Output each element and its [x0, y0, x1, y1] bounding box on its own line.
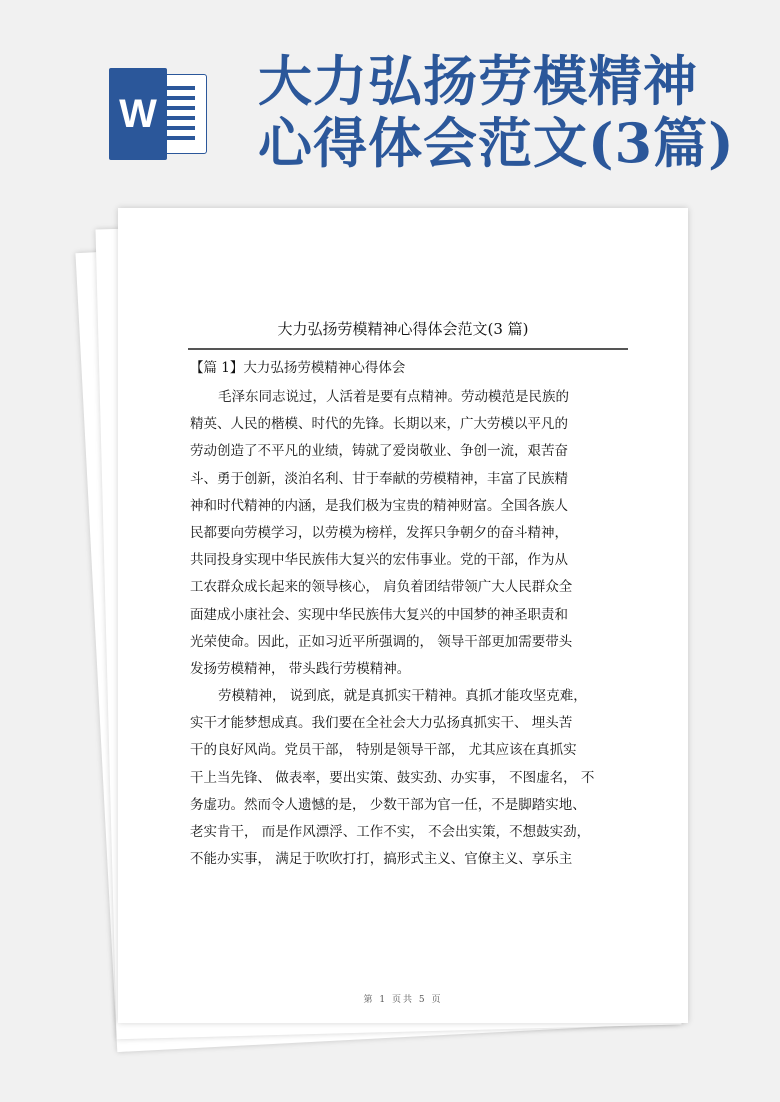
body-line: 发扬劳模精神， 带头践行劳模精神。: [190, 660, 411, 677]
body-line: 劳动创造了不平凡的业绩，铸就了爱岗敬业、争创一流，艰苦奋: [190, 443, 568, 460]
title-divider: [188, 348, 628, 350]
word-logo: [109, 68, 209, 160]
body-line: 精英、人民的楷模、时代的先锋。长期以来，广大劳模以平凡的: [190, 416, 568, 433]
body-line: 光荣使命。因此，正如习近平所强调的， 领导干部更加需要带头: [190, 633, 573, 650]
cover-title-line-2: 心得体会范文(3篇): [258, 111, 735, 175]
section-heading: 【篇 1】大力弘扬劳模精神心得体会: [190, 360, 406, 376]
body-line: 毛泽东同志说过，人活着是要有点精神。劳动模范是民族的: [218, 389, 569, 405]
body-line: 民都要向劳模学习，以劳模为榜样，发挥只争朝夕的奋斗精神，: [190, 524, 568, 541]
document-page: [118, 208, 688, 1023]
body-line: 斗、勇于创新，淡泊名利、甘于奉献的劳模精神，丰富了民族精: [190, 470, 568, 487]
document-body: [190, 384, 630, 873]
body-line: 实干才能梦想成真。我们要在全社会大力弘扬真抓实干、 埋头苦: [190, 715, 573, 732]
body-line: 劳模精神， 说到底，就是真抓实干精神。真抓才能攻坚克难，: [218, 688, 587, 705]
word-w-icon: W: [109, 68, 167, 160]
body-line: 干上当先锋、 做表率，要出实策、鼓实劲、办实事， 不图虚名， 不: [190, 769, 595, 786]
body-line: 面建成小康社会、实现中华民族伟大复兴的中国梦的神圣职责和: [190, 606, 568, 623]
body-line: 工农群众成长起来的领导核心， 肩负着团结带领广大人民群众全: [190, 579, 573, 596]
cover-title: [258, 50, 758, 174]
document-title: 大力弘扬劳模精神心得体会范文(3 篇): [277, 320, 529, 338]
body-line: 共同投身实现中华民族伟大复兴的宏伟事业。党的干部，作为从: [190, 552, 568, 569]
body-line: 干的良好风尚。党员干部， 特别是领导干部， 尤其应该在真抓实: [190, 742, 577, 759]
page-number: 第 1 页共 5 页: [363, 995, 443, 1005]
body-line: 务虚功。然而令人遗憾的是， 少数干部为官一任，不是脚踏实地、: [190, 796, 586, 813]
body-line: 老实肯干， 而是作风漂浮、工作不实， 不会出实策，不想鼓实劲，: [190, 824, 591, 840]
body-line: 神和时代精神的内涵，是我们极为宝贵的精神财富。全国各族人: [190, 497, 568, 514]
cover-title-line-1: 大力弘扬劳模精神: [258, 49, 698, 113]
body-line: 不能办实事， 满足于吹吹打打，搞形式主义、官僚主义、享乐主: [190, 851, 573, 868]
